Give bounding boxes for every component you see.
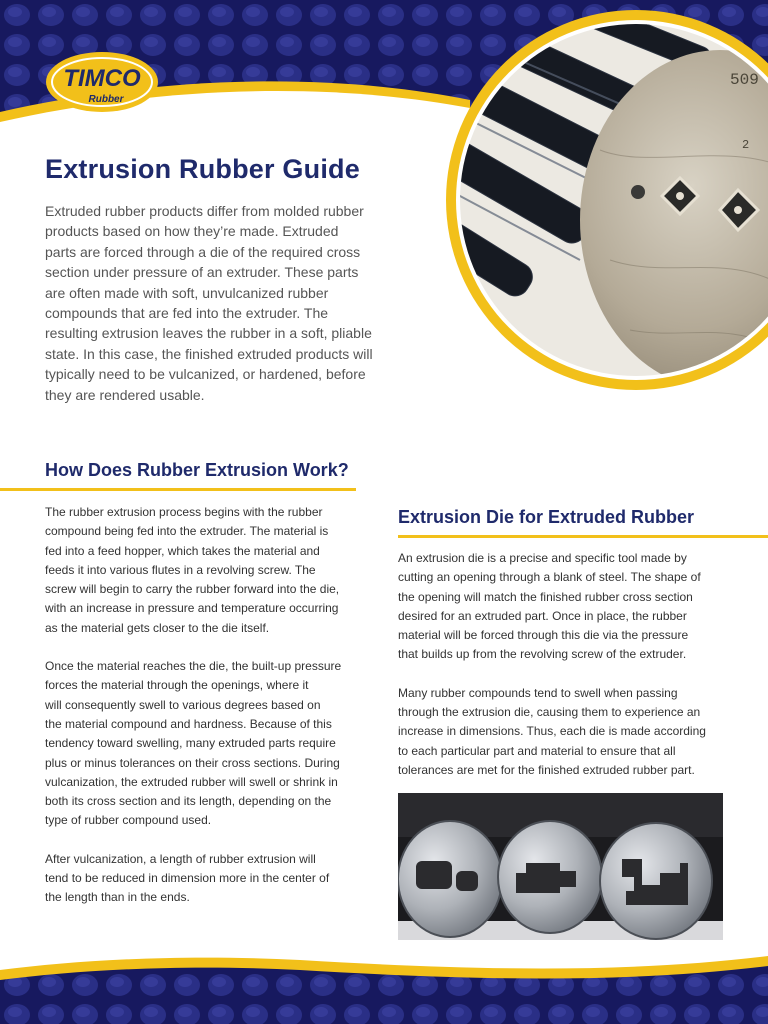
text-line: After vulcanization, a length of rubber extrusion will <box>45 851 316 866</box>
text-line: through the extrusion die, causing them to experience an <box>398 705 701 720</box>
text-line: as the material gets closer to the die itself. <box>45 620 270 635</box>
text-line: the material compound and hardness. Because of this <box>45 716 332 731</box>
intro-line: parts are forced through a die of the required cross <box>45 243 361 260</box>
text-line: compound being fed into the extruder. The material is <box>45 524 329 539</box>
text-line: type of rubber compound used. <box>45 813 212 828</box>
extrusion-dies-photo <box>398 793 723 949</box>
text-line: vulcanization, the extruded rubber will swell or shrink in <box>45 774 338 789</box>
text-line: tend to be reduced in dimension more in the center of <box>45 871 330 886</box>
text-line: that builds up from the revolving screw of the extruder. <box>398 647 687 662</box>
section-heading-extrusion-die: Extrusion Die for Extruded Rubber <box>398 507 695 527</box>
text-line: Many rubber compounds tend to swell when passing <box>398 685 678 700</box>
intro-line: are often made with soft, unvulcanized rubber <box>45 284 329 301</box>
text-line: tolerances are met for the finished extruded rubber part. <box>398 762 695 777</box>
paragraph <box>398 684 738 780</box>
text-line: the length than in the ends. <box>45 890 190 905</box>
paragraph <box>45 503 375 638</box>
text-line: plus or minus tolerances on their cross sections. During <box>45 755 340 770</box>
section-heading-how-it-works: How Does Rubber Extrusion Work? <box>45 460 349 480</box>
intro-line: resulting extrusion leaves the rubber in a soft, pliable <box>45 325 372 342</box>
intro-line: products based on how they’re made. Extruded <box>45 223 339 240</box>
text-line: material will be forced through this die via the pressure <box>398 628 689 643</box>
section-divider <box>0 488 356 491</box>
text-line: fed into a feed hopper, which takes the material and <box>45 543 320 558</box>
section-divider <box>398 535 768 538</box>
paragraph <box>45 850 375 908</box>
intro-line: Extruded rubber products differ from molded rubber <box>45 203 364 219</box>
text-line: both its cross section and its length, depending on the <box>45 794 332 809</box>
extrusion-die-body <box>398 549 738 780</box>
extrusion-die-photo <box>430 0 768 420</box>
text-line: feeds it into various flutes in a revolving screw. The <box>45 562 316 577</box>
intro-line: section under pressure of an extruder. These parts <box>45 264 359 281</box>
how-it-works-body <box>45 503 375 908</box>
text-line: The rubber extrusion process begins with the rubber <box>45 505 323 519</box>
text-line: desired for an extruded part. Once in place, the rubber <box>398 608 687 623</box>
die-stamp-sub: 2 <box>742 138 750 152</box>
intro-line: state. In this case, the finished extruded products will <box>45 345 373 362</box>
text-line: screw will begin to carry the rubber forward into the die, <box>45 582 340 597</box>
intro-line: compounds that are fed into the extruder. The <box>45 305 329 322</box>
text-line: with an increase in pressure and temperature occurring <box>45 601 339 616</box>
text-line: tendency toward swelling, many extruded parts require <box>45 736 336 751</box>
text-line: cutting an opening through a blank of steel. The shape of <box>398 570 701 585</box>
paragraph <box>45 657 375 831</box>
logo-wordmark: TIMCO <box>63 65 141 92</box>
page-title: Extrusion Rubber Guide <box>45 154 360 184</box>
intro-line: typically need to be vulcanized, or hardened, before <box>45 366 366 383</box>
footer-pattern-background <box>0 940 768 1024</box>
die-stamp-number: 509 <box>730 71 759 89</box>
paragraph <box>398 549 738 665</box>
logo-subtext: Rubber <box>88 94 124 105</box>
text-line: An extrusion die is a precise and specific tool made by <box>398 551 687 565</box>
text-line: the opening will match the finished rubber cross section <box>398 589 693 604</box>
intro-line: they are rendered usable. <box>45 386 205 403</box>
text-line: will consequently swell to various degrees based on <box>45 697 321 712</box>
text-line: increase in dimensions. Thus, each die is made according <box>398 724 706 739</box>
text-line: Once the material reaches the die, the built-up pressure <box>45 659 342 674</box>
text-line: forces the material through the openings, where it <box>45 678 309 693</box>
timco-logo <box>44 50 160 114</box>
text-line: to each particular part and material to ensure that all <box>398 743 676 758</box>
intro-paragraph <box>45 201 415 405</box>
